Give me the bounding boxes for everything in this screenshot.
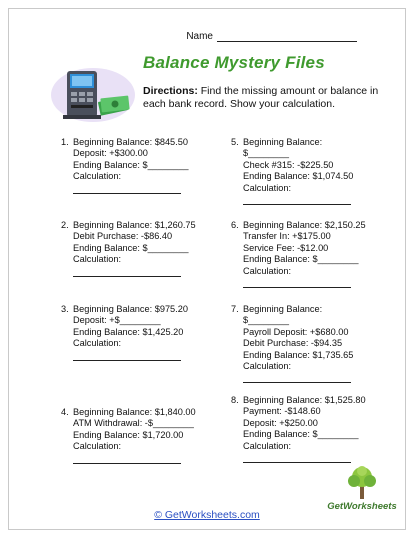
problem-number: 6.: [231, 220, 239, 230]
calculation-answer-line[interactable]: [243, 372, 351, 383]
worksheet-page: [8, 8, 406, 530]
problem-line: Beginning Balance: $1,840.00: [73, 407, 196, 417]
calculation-answer-line[interactable]: [243, 277, 351, 288]
problem-line: Check #315: -$225.50: [243, 159, 334, 170]
problem-number: 3.: [61, 304, 69, 314]
problem-line: Calculation:: [73, 171, 122, 182]
problem-line: Calculation:: [243, 361, 292, 372]
problem-line: Deposit: +$250.00: [243, 417, 318, 428]
atm-illustration: [49, 65, 135, 123]
problem-line: Beginning Balance: $975.20: [73, 304, 188, 314]
problem-line: $________: [243, 148, 289, 159]
problem-line: Debit Purchase: -$86.40: [73, 231, 173, 242]
problem-line: Beginning Balance:: [243, 137, 323, 147]
problem-line: Beginning Balance: $2,150.25: [243, 220, 366, 230]
problem-line: Payroll Deposit: +$680.00: [243, 326, 349, 337]
problem-line: Beginning Balance: $845.50: [73, 137, 188, 147]
problem-line: Calculation:: [73, 441, 122, 452]
name-blank-line[interactable]: [217, 31, 357, 42]
problem-line: Payment: -$148.60: [243, 406, 321, 417]
problem-line: Ending Balance: $1,425.20: [73, 326, 184, 337]
problem-line: Ending Balance: $________: [243, 429, 359, 440]
cash-bills-icon: [97, 91, 131, 117]
problem-line: Calculation:: [243, 265, 292, 276]
problem-line: Ending Balance: $________: [73, 242, 189, 253]
problem-line: Ending Balance: $1,720.00: [73, 429, 184, 440]
problem-number: 5.: [231, 137, 239, 147]
name-label: Name: [186, 31, 213, 42]
problem-line: Deposit: +$300.00: [73, 148, 148, 159]
problem-line: Debit Purchase: -$94.35: [243, 338, 343, 349]
problem-line: Calculation:: [73, 338, 122, 349]
logo-text: GetWorksheets: [327, 501, 397, 512]
worksheet-title: Balance Mystery Files: [143, 53, 325, 72]
problem-number: 8.: [231, 395, 239, 405]
problem-line: Ending Balance: $1,735.65: [243, 349, 354, 360]
tree-logo-icon: [346, 465, 378, 501]
problem-line: Calculation:: [243, 440, 292, 451]
problem-line: Service Fee: -$12.00: [243, 242, 329, 253]
problem-line: Deposit: +$________: [73, 315, 161, 326]
calculation-answer-line[interactable]: [73, 183, 181, 194]
problem-line: Ending Balance: $________: [73, 159, 189, 170]
problem-line: Beginning Balance:: [243, 304, 323, 314]
problem-number: 2.: [61, 220, 69, 230]
problem-line: ATM Withdrawal: -$________: [73, 418, 194, 429]
calculation-answer-line[interactable]: [243, 452, 351, 463]
problem-line: Calculation:: [73, 254, 122, 265]
problem-line: Calculation:: [243, 182, 292, 193]
problem-line: Beginning Balance: $1,525.80: [243, 395, 366, 405]
calculation-answer-line[interactable]: [243, 194, 351, 205]
calculation-answer-line[interactable]: [73, 453, 181, 464]
directions-label: Directions:: [143, 85, 198, 97]
directions-body: Find the missing amount or balance in each bank record. Show your calculation.: [143, 85, 379, 110]
problem-line: $________: [243, 315, 289, 326]
problem-number: 7.: [231, 304, 239, 314]
calculation-answer-line[interactable]: [73, 350, 181, 361]
problem-line: Ending Balance: $________: [243, 254, 359, 265]
problem-number: 1.: [61, 137, 69, 147]
problem-line: Transfer In: +$175.00: [243, 231, 331, 242]
calculation-answer-line[interactable]: [73, 266, 181, 277]
problem-number: 4.: [61, 407, 69, 417]
name-field-row: [186, 31, 357, 42]
directions-text: [143, 85, 383, 111]
problem-line: Beginning Balance: $1,260.75: [73, 220, 196, 230]
problem-line: Ending Balance: $1,074.50: [243, 171, 354, 182]
copyright-link[interactable]: © GetWorksheets.com: [154, 509, 260, 521]
